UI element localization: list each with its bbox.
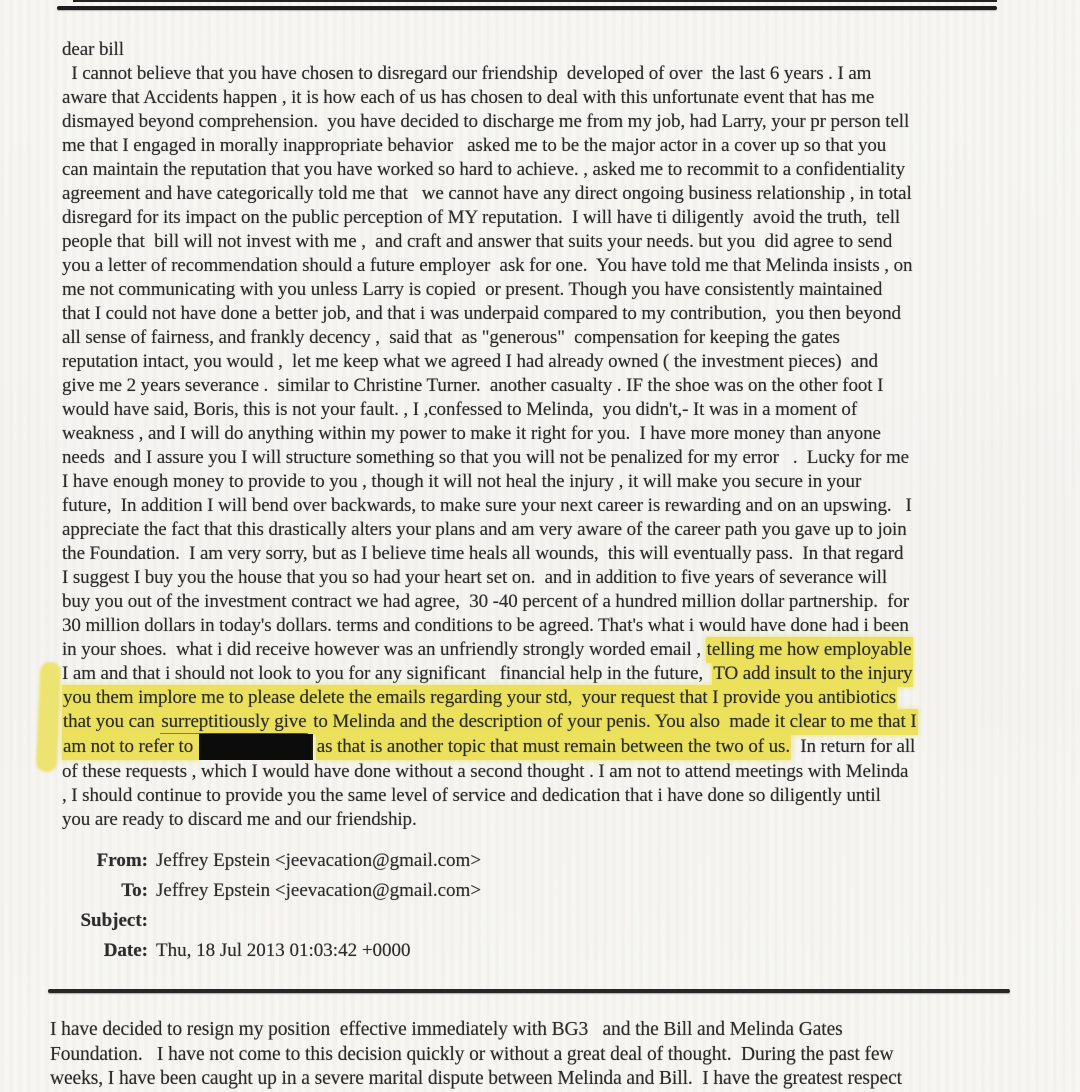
letter-line bbox=[62, 710, 1024, 734]
text-segment: all sense of fairness, and frankly decency , said that as "generous" compensation for keeping the gates bbox=[62, 327, 840, 348]
section-divider-line bbox=[48, 989, 1010, 993]
text-segment: aware that Accidents happen , it is how each of us has chosen to deal with this unfortunate event that has me bbox=[62, 87, 875, 108]
to-label: To: bbox=[121, 880, 148, 901]
redaction-bar bbox=[199, 734, 313, 760]
text-segment: disregard for its impact on the public perception of MY reputation. I will have ti diligently avoid the truth, tell bbox=[62, 207, 901, 228]
letter-line bbox=[62, 302, 1024, 326]
letter-line bbox=[62, 278, 1024, 302]
letter-line bbox=[62, 686, 1024, 710]
letter-line bbox=[62, 734, 1024, 760]
to-value: Jeffrey Epstein <jeevacation@gmail.com> bbox=[156, 880, 482, 901]
letter-line bbox=[62, 614, 1024, 638]
text-segment: me that I engaged in morally inappropriate behavior asked me to be the major actor in a cover up so that you bbox=[62, 135, 887, 156]
text-segment: people that bill will not invest with me , and craft and answer that suits your needs. but you did agree to send bbox=[62, 231, 893, 252]
text-segment: In return for all bbox=[790, 736, 916, 757]
text-segment: of these requests , which I would have done without a second thought . I am not to attend meetings with Melinda bbox=[62, 761, 909, 782]
letter-line bbox=[62, 374, 1024, 398]
letter-line bbox=[62, 470, 1024, 494]
highlighted-text: telling me how employable bbox=[706, 637, 913, 663]
letter-line bbox=[62, 784, 1024, 808]
date-label: Date: bbox=[103, 940, 148, 961]
text-segment: give me 2 years severance . similar to Christine Turner. another casualty . IF the shoe was on the other foot I bbox=[62, 375, 884, 396]
highlighter-margin-streak bbox=[36, 662, 62, 773]
letter-line bbox=[62, 158, 1024, 182]
text-segment: you a letter of recommendation should a future employer ask for one. You have told me that Melinda insists , on bbox=[62, 255, 913, 276]
text-segment: future, In addition I will bend over backwards, to make sure your next career is rewarding and on an upswing. I bbox=[62, 495, 912, 516]
resignation-letter-excerpt bbox=[50, 1018, 1030, 1092]
text-segment: , I should continue to provide you the same level of service and dedication that i have done so diligently until bbox=[62, 785, 881, 806]
email-header-block bbox=[62, 846, 481, 966]
letter-line bbox=[62, 760, 1024, 784]
top-border-line-thin bbox=[73, 0, 997, 2]
text-segment: that I could not have done a better job, and that i was underpaid compared to my contribution, you then beyond bbox=[62, 303, 901, 324]
date-value: Thu, 18 Jul 2013 01:03:42 +0000 bbox=[156, 940, 411, 961]
letter-line bbox=[62, 398, 1024, 422]
highlighted-underlined-text: surreptitiously give bbox=[160, 709, 307, 735]
highlighted-text: TO add insult to the injury bbox=[712, 661, 913, 687]
text-segment: appreciate the fact that this drastically alters your plans and am very aware of the career path you gave up to join bbox=[62, 519, 907, 540]
letter-line bbox=[62, 566, 1024, 590]
letter-line bbox=[62, 206, 1024, 230]
salutation: dear bill bbox=[62, 39, 124, 60]
header-row-to bbox=[62, 876, 481, 906]
letter-line bbox=[62, 254, 1024, 278]
header-row-date bbox=[62, 936, 481, 966]
text-segment: buy you out of the investment contract we had agree, 30 -40 percent of a hundred million dollar partnership. for bbox=[62, 591, 910, 612]
text-segment: reputation intact, you would , let me keep what we agreed I had already owned ( the investment pieces) and bbox=[62, 351, 878, 372]
footer-line: I have decided to resign my position effective immediately with BG3 and the Bill and Melinda Gates bbox=[50, 1019, 843, 1040]
letter-line bbox=[62, 182, 1024, 206]
highlighted-text: to Melinda and the description of your penis. You also made it clear to me that I bbox=[308, 709, 918, 735]
letter-line bbox=[62, 446, 1024, 470]
letter-line bbox=[62, 518, 1024, 542]
text-segment: I have enough money to provide to you , though it will not heal the injury , it will make you secure in your bbox=[62, 471, 862, 492]
text-segment: in your shoes. what i did receive however was an unfriendly strongly worded email , bbox=[62, 639, 706, 660]
highlighted-text: you them implore me to please delete the emails regarding your std, your request that I provide you antibiotics bbox=[62, 685, 897, 711]
letter-line bbox=[62, 808, 1024, 832]
text-segment: 30 million dollars in today's dollars. terms and conditions to be agreed. That's what i would have done had i been bbox=[62, 615, 909, 636]
text-segment: you are ready to discard me and our friendship. bbox=[62, 809, 417, 830]
text-segment: me not communicating with you unless Larry is copied or present. Though you have consistently maintained bbox=[62, 279, 883, 300]
text-segment: I cannot believe that you have chosen to disregard our friendship developed of over the last 6 years . I am bbox=[62, 63, 872, 84]
text-segment: I suggest I buy you the house that you so had your heart set on. and in addition to five years of severance will bbox=[62, 567, 888, 588]
letter-line bbox=[62, 350, 1024, 374]
text-segment: agreement and have categorically told me that we cannot have any direct ongoing business relationship , in total bbox=[62, 183, 912, 204]
from-value: Jeffrey Epstein <jeevacation@gmail.com> bbox=[156, 850, 482, 871]
letter-line bbox=[62, 590, 1024, 614]
letter-line bbox=[62, 638, 1024, 662]
highlighted-text: as that is another topic that must remain between the two of us. bbox=[316, 734, 791, 760]
text-segment: the Foundation. I am very sorry, but as I believe time heals all wounds, this will eventually pass. In that regard bbox=[62, 543, 904, 564]
highlighted-text: am not to refer to bbox=[62, 734, 199, 760]
header-row-subject bbox=[62, 906, 481, 936]
letter-line bbox=[62, 134, 1024, 158]
letter-line bbox=[62, 86, 1024, 110]
letter-line bbox=[62, 494, 1024, 518]
letter-line bbox=[62, 662, 1024, 686]
letter-line bbox=[62, 542, 1024, 566]
text-segment: dismayed beyond comprehension. you have decided to discharge me from my job, had Larry, your pr person tell bbox=[62, 111, 910, 132]
letter-body bbox=[62, 38, 1024, 832]
letter-line bbox=[62, 230, 1024, 254]
from-label: From: bbox=[96, 850, 148, 871]
header-row-from bbox=[62, 846, 481, 876]
text-segment: I am and that i should not look to you for any significant financial help in the future, bbox=[62, 663, 713, 684]
text-segment: can maintain the reputation that you have worked so hard to achieve. , asked me to recommit to a confidentiality bbox=[62, 159, 905, 180]
letter-line bbox=[62, 326, 1024, 350]
text-segment: weakness , and I will do anything within my power to make it right for you. I have more money than anyone bbox=[62, 423, 881, 444]
letter-line bbox=[62, 422, 1024, 446]
letter-line bbox=[62, 110, 1024, 134]
letter-lines bbox=[62, 62, 1024, 832]
footer-line-cutoff: weeks, I have been caught up in a severe marital dispute between Melinda and Bill. I have the greatest respect bbox=[50, 1068, 902, 1089]
letter-line bbox=[62, 62, 1024, 86]
subject-label: Subject: bbox=[80, 910, 148, 931]
highlighted-text: that you can bbox=[62, 709, 160, 735]
top-border-line bbox=[57, 6, 997, 10]
text-segment: would have said, Boris, this is not your fault. , I ,confessed to Melinda, you didn't,- It was in a moment of bbox=[62, 399, 858, 420]
text-segment: needs and I assure you I will structure something so that you will not be penalized for my error . Lucky for me bbox=[62, 447, 909, 468]
footer-line: Foundation. I have not come to this decision quickly or without a great deal of thought. During the past few bbox=[50, 1043, 894, 1065]
